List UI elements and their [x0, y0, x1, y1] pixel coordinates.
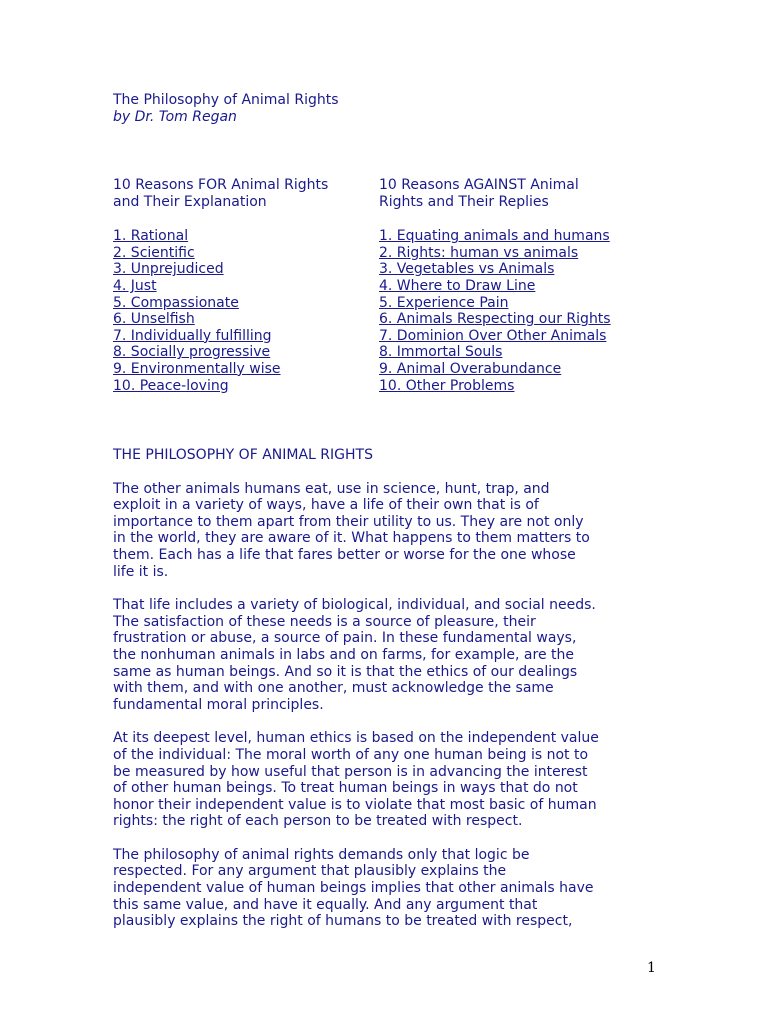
paragraph-line: importance to them apart from their utility to us. They are not only — [113, 513, 584, 530]
reasons-against-heading-line1: 10 Reasons AGAINST Animal — [379, 177, 579, 193]
reason-for-link-rational[interactable]: 1. Rational — [113, 228, 189, 245]
reasons-against-heading-line2: Rights and Their Replies — [379, 193, 549, 210]
reason-for-link-unprejudiced[interactable]: 3. Unprejudiced — [113, 261, 224, 278]
reason-for-link-unselfish[interactable]: 6. Unselfish — [113, 311, 195, 328]
document-author: by Dr. Tom Regan — [113, 108, 237, 125]
reason-for-link-just[interactable]: 4. Just — [113, 277, 157, 294]
paragraph-line: The satisfaction of these needs is a source of pleasure, their — [113, 613, 536, 630]
paragraph-line: of the individual: The moral worth of any one human being is not to — [113, 746, 589, 763]
paragraph-line: exploit in a variety of ways, have a life of their own that is of — [113, 497, 539, 514]
paragraph-line: them. Each has a life that fares better or worse for the one whose — [113, 546, 576, 563]
body-text — [113, 447, 673, 947]
reason-against-link-rights[interactable]: 2. Rights: human vs animals — [379, 244, 579, 261]
paragraph-line: be measured by how useful that person is in advancing the interest — [113, 763, 588, 780]
paragraph-line: fundamental moral principles. — [113, 696, 324, 713]
paragraph — [113, 730, 673, 830]
reasons-for-column — [113, 177, 375, 394]
paragraph-line: respected. For any argument that plausibly explains the — [113, 863, 507, 880]
paragraph-line: At its deepest level, human ethics is based on the independent value — [113, 730, 599, 747]
paragraph-line: same as human beings. And so it is that the ethics of our dealings — [113, 663, 578, 680]
paragraph-line: That life includes a variety of biological, individual, and social needs. — [113, 597, 596, 614]
paragraph-line: The other animals humans eat, use in science, hunt, trap, and — [113, 480, 550, 497]
paragraph-line: independent value of human beings implies that other animals have — [113, 880, 594, 897]
paragraph-line: life it is. — [113, 563, 169, 580]
paragraph-line: this same value, and have it equally. And any argument that — [113, 896, 538, 913]
reasons-against-heading — [379, 177, 641, 210]
paragraph-line: in the world, they are aware of it. What happens to them matters to — [113, 530, 590, 547]
paragraph — [113, 847, 673, 930]
paragraph-line: of other human beings. To treat human beings in ways that do not — [113, 780, 578, 797]
reasons-for-heading-line2: and Their Explanation — [113, 193, 267, 210]
page-number: 1 — [647, 960, 656, 976]
reason-for-link-individually-fulfilling[interactable]: 7. Individually fulfilling — [113, 327, 272, 344]
reason-against-link-overabundance[interactable]: 9. Animal Overabundance — [379, 360, 562, 377]
reason-against-link-dominion[interactable]: 7. Dominion Over Other Animals — [379, 327, 607, 344]
reason-for-link-compassionate[interactable]: 5. Compassionate — [113, 294, 239, 311]
paragraph-line: frustration or abuse, a source of pain. In these fundamental ways, — [113, 630, 577, 647]
reason-for-link-scientific[interactable]: 2. Scientific — [113, 244, 195, 261]
reason-for-link-environmentally-wise[interactable]: 9. Environmentally wise — [113, 360, 281, 377]
reason-for-link-peace-loving[interactable]: 10. Peace-loving — [113, 377, 229, 394]
reason-against-link-draw-line[interactable]: 4. Where to Draw Line — [379, 277, 536, 294]
paragraph-line: the nonhuman animals in labs and on farms, for example, are the — [113, 646, 574, 663]
paragraph — [113, 481, 673, 581]
reason-against-link-other-problems[interactable]: 10. Other Problems — [379, 377, 515, 394]
reasons-for-heading — [113, 177, 375, 210]
document-title: The Philosophy of Animal Rights — [113, 92, 339, 108]
paragraph-line: rights: the right of each person to be treated with respect. — [113, 813, 523, 830]
paragraph-line: with them, and with one another, must acknowledge the same — [113, 680, 554, 697]
title-block — [113, 92, 339, 125]
paragraph-line: plausibly explains the right of humans to be treated with respect, — [113, 913, 573, 930]
section-heading: THE PHILOSOPHY OF ANIMAL RIGHTS — [113, 447, 373, 463]
reason-against-link-experience-pain[interactable]: 5. Experience Pain — [379, 294, 509, 311]
reasons-against-column — [379, 177, 641, 394]
reason-for-link-socially-progressive[interactable]: 8. Socially progressive — [113, 344, 271, 361]
reasons-for-heading-line1: 10 Reasons FOR Animal Rights — [113, 177, 329, 193]
reason-against-link-immortal-souls[interactable]: 8. Immortal Souls — [379, 344, 503, 361]
reason-against-link-vegetables[interactable]: 3. Vegetables vs Animals — [379, 261, 555, 278]
paragraph-line: The philosophy of animal rights demands only that logic be — [113, 846, 530, 863]
paragraph-line: honor their independent value is to violate that most basic of human — [113, 796, 597, 813]
reason-against-link-equating[interactable]: 1. Equating animals and humans — [379, 228, 610, 245]
paragraph — [113, 597, 673, 713]
reason-against-link-respecting-rights[interactable]: 6. Animals Respecting our Rights — [379, 311, 611, 328]
